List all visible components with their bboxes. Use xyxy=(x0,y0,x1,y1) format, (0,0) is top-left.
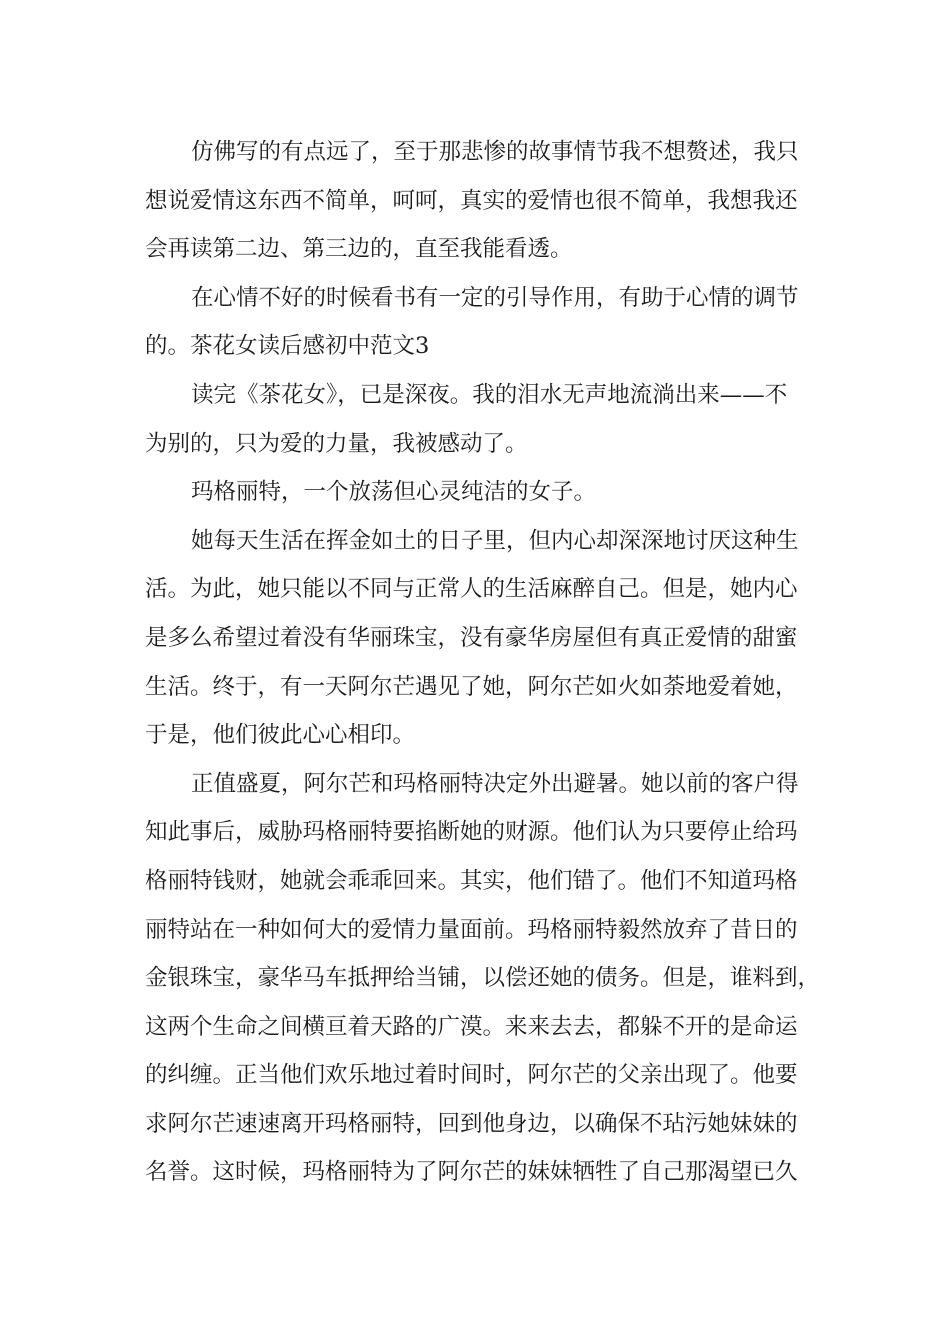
paragraph xyxy=(145,128,810,274)
paragraph xyxy=(145,274,810,371)
text-line: 会再读第二边、第三边的，直至我能看透。 xyxy=(145,236,573,263)
text-line: 为别的，只为爱的力量，我被感动了。 xyxy=(145,430,528,457)
paragraph xyxy=(145,468,810,517)
text-line: 格丽特钱财，她就会乖乖回来。其实，他们错了。他们不知道玛格 xyxy=(145,867,798,894)
text-line: 金银珠宝，豪华马车抵押给当铺，以偿还她的债务。但是，谁料到， xyxy=(145,965,821,992)
text-line: 正值盛夏，阿尔芒和玛格丽特决定外出避暑。她以前的客户得 xyxy=(191,770,799,797)
text-line: 玛格丽特，一个放荡但心灵纯洁的女子。 xyxy=(191,479,597,506)
text-line: 丽特站在一种如何大的爱情力量面前。玛格丽特毅然放弃了昔日的 xyxy=(145,916,798,943)
text-line: 这两个生命之间横亘着天路的广漠。来来去去，都躲不开的是命运 xyxy=(145,1013,798,1040)
text-line: 的纠缠。正当他们欢乐地过着时间时，阿尔芒的父亲出现了。他要 xyxy=(145,1062,798,1089)
document-body xyxy=(145,128,821,1197)
text-line: 想说爱情这东西不简单，呵呵，真实的爱情也很不简单，我想我还 xyxy=(145,187,798,214)
text-line: 求阿尔芒速速离开玛格丽特，回到他身边，以确保不玷污她妹妹的 xyxy=(145,1110,798,1137)
paragraph xyxy=(145,517,810,760)
text-line: 的。茶花女读后感初中范文3 xyxy=(145,333,430,360)
text-line: 在心情不好的时候看书有一定的引导作用，有助于心情的调节 xyxy=(191,284,799,311)
text-line: 读完《茶花女》，已是深夜。我的泪水无声地流淌出来——不 xyxy=(191,381,788,408)
text-line: 她每天生活在挥金如土的日子里，但内心却深深地讨厌这种生 xyxy=(191,527,799,554)
text-line: 名誉。这时候，玛格丽特为了阿尔芒的妹妹牺牲了自己那渴望已久 xyxy=(145,1159,798,1186)
text-line: 仿佛写的有点远了，至于那悲惨的故事情节我不想赘述，我只 xyxy=(191,139,799,165)
text-line: 知此事后，威胁玛格丽特要掐断她的财源。他们认为只要停止给玛 xyxy=(145,819,798,846)
paragraph xyxy=(145,760,821,1197)
text-line: 活。为此，她只能以不同与正常人的生活麻醉自己。但是，她内心 xyxy=(145,576,798,603)
text-line: 生活。终于，有一天阿尔芒遇见了她，阿尔芒如火如荼地爱着她， xyxy=(145,673,798,700)
text-line: 于是，他们彼此心心相印。 xyxy=(145,722,416,749)
text-line: 是多么希望过着没有华丽珠宝，没有豪华房屋但有真正爱情的甜蜜 xyxy=(145,624,798,651)
paragraph xyxy=(145,371,810,468)
